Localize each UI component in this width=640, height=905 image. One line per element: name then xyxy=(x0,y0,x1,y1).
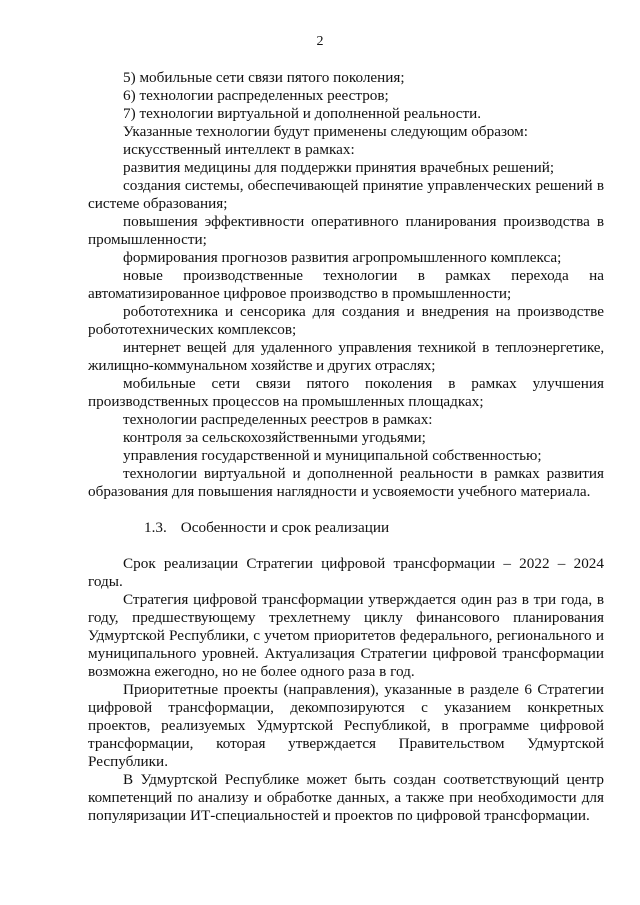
page-number: 2 xyxy=(316,34,324,49)
body-paragraph: Приоритетные проекты (направления), указанные в разделе 6 Стратегии цифровой трансформации, декомпозируются с указанием конкретных проектов, реализуемых Удмуртской Республикой, в программе цифровой трансформации, которая утверждается Правительством Удмуртской Республики. xyxy=(88,681,604,770)
application-item: формирования прогнозов развития агропромышленного комплекса; xyxy=(123,249,562,266)
body-paragraph: Стратегия цифровой трансформации утверждается один раз в три года, в году, предшествующему трехлетнему циклу финансового планирования Удмуртской Республики, с учетом приоритетов федерального, регионального и муниципального уровней. Актуализация Стратегии цифровой трансформации возможна ежегодно, но не более одного раза в год. xyxy=(88,591,604,680)
application-item: контроля за сельскохозяйственными угодьями; xyxy=(123,429,426,446)
list-item: 6) технологии распределенных реестров; xyxy=(123,87,389,104)
body-paragraph: Срок реализации Стратегии цифровой трансформации – 2022 – 2024 годы. xyxy=(88,555,604,590)
section-title: Особенности и срок реализации xyxy=(180,519,390,536)
section-number: 1.3. xyxy=(144,519,167,536)
section-heading xyxy=(88,519,604,537)
application-item: новые производственные технологии в рамках перехода на автоматизированное цифровое производство в промышленности; xyxy=(88,267,604,302)
application-item: повышения эффективности оперативного планирования производства в промышленности; xyxy=(88,213,604,248)
application-item: интернет вещей для удаленного управления техникой в теплоэнергетике, жилищно-коммунальном хозяйстве и других отраслях; xyxy=(88,339,604,374)
application-item: технологии распределенных реестров в рамках: xyxy=(123,411,433,428)
list-item: 7) технологии виртуальной и дополненной реальности. xyxy=(123,105,482,122)
application-item: технологии виртуальной и дополненной реальности в рамках развития образования для повышения наглядности и усвояемости учебного материала. xyxy=(88,465,604,500)
ai-heading: искусственный интеллект в рамках: xyxy=(123,141,355,158)
application-item: робототехника и сенсорика для создания и внедрения на производстве робототехнических комплексов; xyxy=(88,303,604,338)
application-item: управления государственной и муниципальной собственностью; xyxy=(123,447,542,464)
application-item: развития медицины для поддержки принятия врачебных решений; xyxy=(123,159,555,176)
body-paragraph: В Удмуртской Республике может быть создан соответствующий центр компетенций по анализу и обработке данных, а также при необходимости для популяризации ИТ-специальностей и проектов по цифровой трансформации. xyxy=(88,771,604,824)
application-item: мобильные сети связи пятого поколения в рамках улучшения производственных процессов на промышленных площадках; xyxy=(88,375,604,410)
document-body xyxy=(88,69,604,825)
intro-paragraph: Указанные технологии будут применены следующим образом: xyxy=(123,123,528,140)
list-item: 5) мобильные сети связи пятого поколения; xyxy=(123,69,405,86)
application-item: создания системы, обеспечивающей принятие управленческих решений в системе образования; xyxy=(88,177,604,212)
